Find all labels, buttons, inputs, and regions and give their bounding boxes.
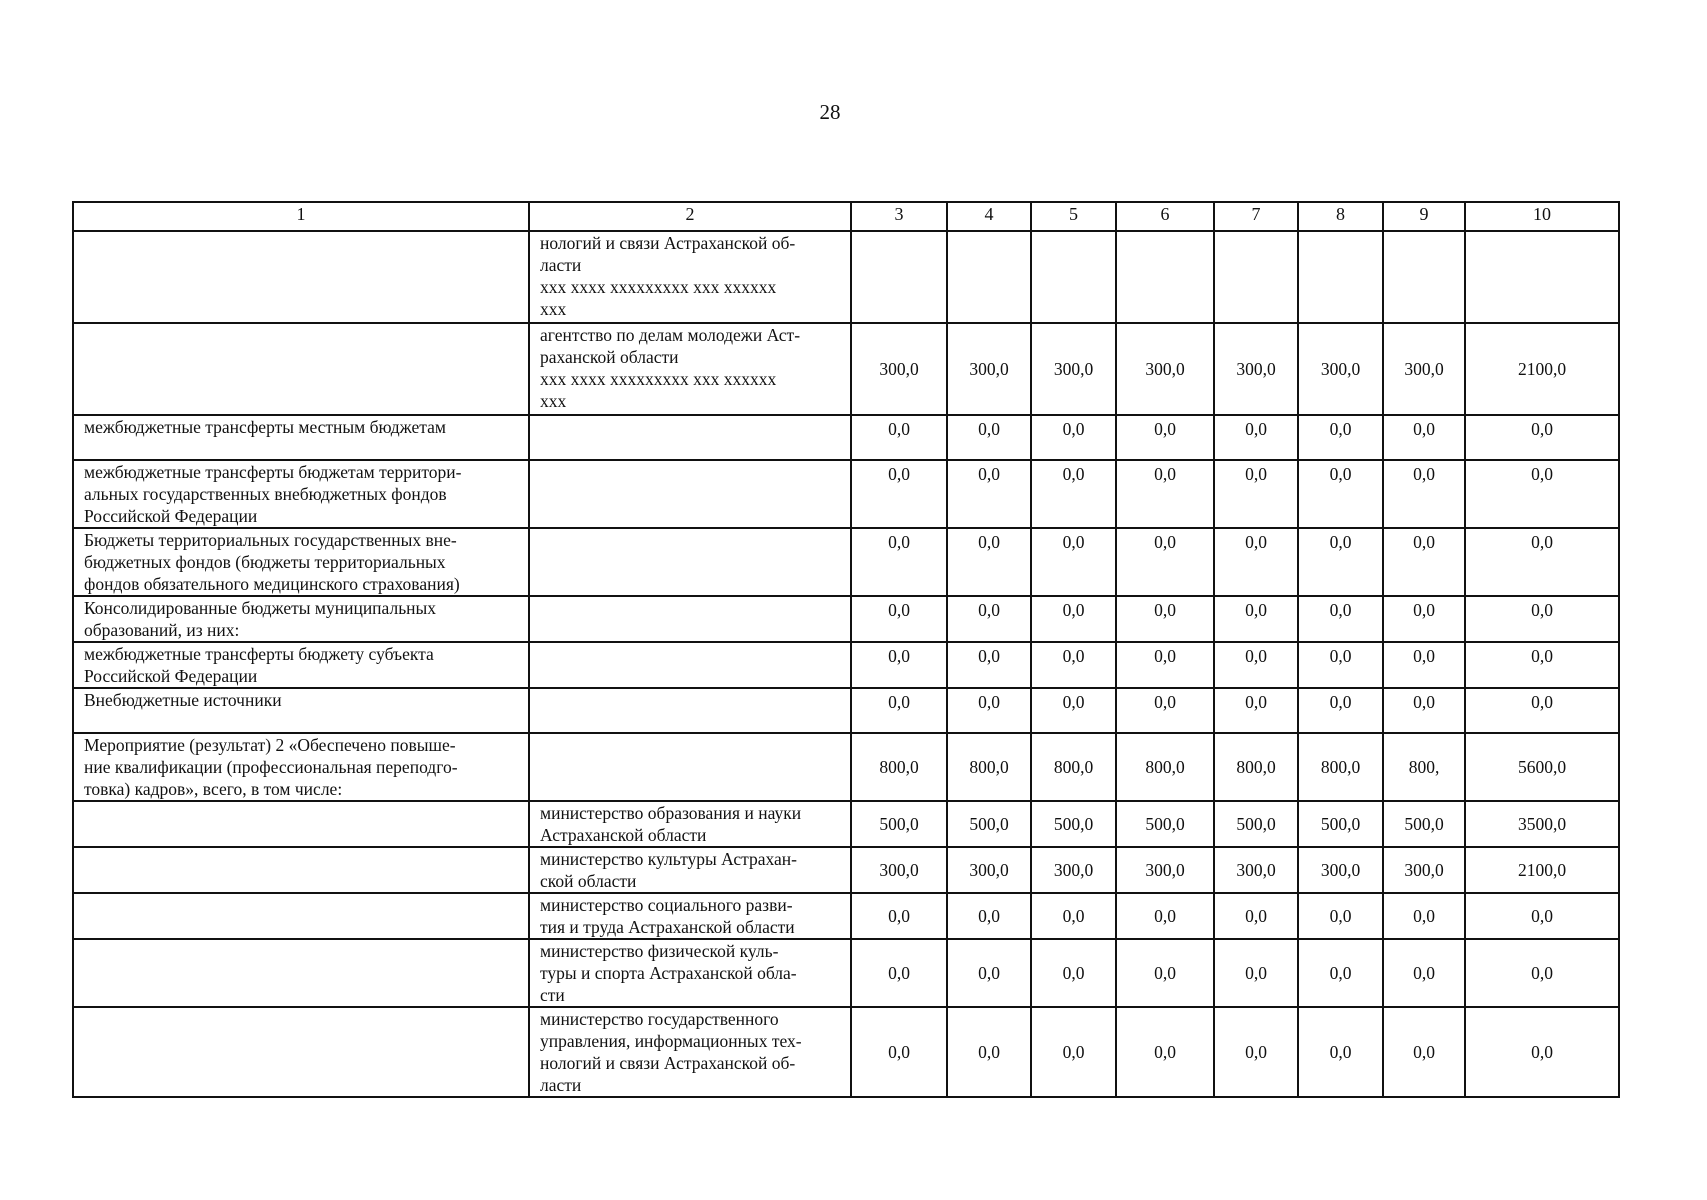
- value-cell: 300,0: [1031, 847, 1116, 893]
- value-cell: 0,0: [1116, 460, 1214, 528]
- row-name-cell: Мероприятие (результат) 2 «Обеспечено повыше- ние квалификации (профессиональная переподго- товка) кадров», всего, в том числе:: [73, 733, 529, 801]
- value-cell: 0,0: [1383, 415, 1465, 460]
- value-cell: 0,0: [947, 939, 1031, 1007]
- value-cell: 0,0: [947, 1007, 1031, 1097]
- table-row: [73, 642, 1619, 688]
- administrator-cell: [529, 733, 851, 801]
- administrator-cell: [529, 460, 851, 528]
- value-cell: [1383, 231, 1465, 323]
- value-cell: 0,0: [947, 688, 1031, 733]
- value-cell: [1214, 231, 1298, 323]
- value-cell: 0,0: [1298, 460, 1383, 528]
- administrator-cell: [529, 528, 851, 596]
- column-header: 5: [1031, 202, 1116, 231]
- value-cell: 0,0: [1031, 460, 1116, 528]
- column-header: 3: [851, 202, 947, 231]
- value-cell: 0,0: [1214, 460, 1298, 528]
- value-cell: 0,0: [1298, 1007, 1383, 1097]
- row-name-cell: Внебюджетные источники: [73, 688, 529, 733]
- value-cell: 500,0: [1031, 801, 1116, 847]
- column-header: 7: [1214, 202, 1298, 231]
- value-cell: 0,0: [1298, 596, 1383, 642]
- administrator-cell: министерство государственного управления, информационных тех- нологий и связи Астраханской об- ласти: [529, 1007, 851, 1097]
- value-cell: 0,0: [1465, 893, 1619, 939]
- value-cell: 0,0: [1465, 528, 1619, 596]
- row-name-cell: [73, 939, 529, 1007]
- value-cell: 0,0: [1465, 415, 1619, 460]
- value-cell: 300,0: [1116, 847, 1214, 893]
- value-cell: 0,0: [947, 528, 1031, 596]
- value-cell: 0,0: [1031, 939, 1116, 1007]
- value-cell: 0,0: [1298, 688, 1383, 733]
- administrator-cell: [529, 642, 851, 688]
- administrator-cell: министерство физической куль- туры и спорта Астраханской обла- сти: [529, 939, 851, 1007]
- value-cell: 0,0: [851, 1007, 947, 1097]
- value-cell: 0,0: [851, 688, 947, 733]
- value-cell: 500,0: [1214, 801, 1298, 847]
- value-cell: 2100,0: [1465, 323, 1619, 415]
- value-cell: 0,0: [1214, 596, 1298, 642]
- value-cell: 0,0: [1298, 939, 1383, 1007]
- value-cell: 800,0: [1214, 733, 1298, 801]
- column-header: 10: [1465, 202, 1619, 231]
- value-cell: 0,0: [851, 642, 947, 688]
- value-cell: 0,0: [1214, 688, 1298, 733]
- column-header: 4: [947, 202, 1031, 231]
- value-cell: 0,0: [1383, 460, 1465, 528]
- table-row: [73, 231, 1619, 323]
- administrator-cell: [529, 596, 851, 642]
- value-cell: 0,0: [1031, 528, 1116, 596]
- value-cell: 0,0: [1031, 596, 1116, 642]
- value-cell: 0,0: [1465, 596, 1619, 642]
- value-cell: 0,0: [947, 642, 1031, 688]
- page-number: 28: [819, 100, 841, 124]
- value-cell: 0,0: [1116, 1007, 1214, 1097]
- value-cell: 0,0: [1465, 1007, 1619, 1097]
- column-header: 1: [73, 202, 529, 231]
- value-cell: 0,0: [1031, 1007, 1116, 1097]
- table-row: [73, 596, 1619, 642]
- column-header: 6: [1116, 202, 1214, 231]
- table-row: [73, 528, 1619, 596]
- value-cell: 0,0: [1383, 596, 1465, 642]
- value-cell: 0,0: [1214, 939, 1298, 1007]
- value-cell: 0,0: [1298, 415, 1383, 460]
- value-cell: 300,0: [947, 323, 1031, 415]
- value-cell: 800,0: [1031, 733, 1116, 801]
- value-cell: 0,0: [1383, 528, 1465, 596]
- value-cell: 0,0: [947, 460, 1031, 528]
- value-cell: 300,0: [1383, 847, 1465, 893]
- column-header: 8: [1298, 202, 1383, 231]
- value-cell: 0,0: [1465, 460, 1619, 528]
- value-cell: 0,0: [851, 415, 947, 460]
- budget-table: [72, 201, 1620, 1098]
- table-row: [73, 688, 1619, 733]
- value-cell: 3500,0: [1465, 801, 1619, 847]
- value-cell: 0,0: [1465, 642, 1619, 688]
- value-cell: 0,0: [1298, 893, 1383, 939]
- column-numbers-row: [73, 202, 1619, 231]
- row-name-cell: межбюджетные трансферты бюджетам территори- альных государственных внебюджетных фондов Российской Федерации: [73, 460, 529, 528]
- value-cell: 0,0: [1383, 642, 1465, 688]
- administrator-cell: министерство социального разви- тия и труда Астраханской области: [529, 893, 851, 939]
- value-cell: 0,0: [851, 460, 947, 528]
- value-cell: 0,0: [1116, 893, 1214, 939]
- value-cell: 500,0: [1116, 801, 1214, 847]
- value-cell: 0,0: [851, 939, 947, 1007]
- table-row: [73, 801, 1619, 847]
- value-cell: [1031, 231, 1116, 323]
- value-cell: 0,0: [1214, 893, 1298, 939]
- value-cell: 0,0: [1298, 528, 1383, 596]
- row-name-cell: межбюджетные трансферты бюджету субъекта Российской Федерации: [73, 642, 529, 688]
- value-cell: 800,0: [1298, 733, 1383, 801]
- value-cell: [1116, 231, 1214, 323]
- table-row: [73, 1007, 1619, 1097]
- row-name-cell: [73, 231, 529, 323]
- value-cell: 0,0: [947, 415, 1031, 460]
- value-cell: 300,0: [851, 847, 947, 893]
- administrator-cell: нологий и связи Астраханской об- ласти ххх хххх ххххххххх ххх хххххх ххх: [529, 231, 851, 323]
- table-row: [73, 893, 1619, 939]
- value-cell: [851, 231, 947, 323]
- value-cell: 800,: [1383, 733, 1465, 801]
- value-cell: 800,0: [947, 733, 1031, 801]
- value-cell: 300,0: [1298, 323, 1383, 415]
- value-cell: 0,0: [1298, 642, 1383, 688]
- value-cell: 0,0: [851, 596, 947, 642]
- table-row: [73, 323, 1619, 415]
- row-name-cell: [73, 893, 529, 939]
- value-cell: [1298, 231, 1383, 323]
- table-row: [73, 847, 1619, 893]
- value-cell: 0,0: [1116, 642, 1214, 688]
- value-cell: 0,0: [1214, 415, 1298, 460]
- value-cell: 0,0: [1214, 1007, 1298, 1097]
- value-cell: 0,0: [1116, 528, 1214, 596]
- administrator-cell: [529, 415, 851, 460]
- value-cell: 0,0: [1383, 688, 1465, 733]
- row-name-cell: Бюджеты территориальных государственных вне- бюджетных фондов (бюджеты территориальных фондов обязательного медицинского страхования): [73, 528, 529, 596]
- value-cell: 0,0: [1465, 688, 1619, 733]
- value-cell: 0,0: [1116, 939, 1214, 1007]
- value-cell: 2100,0: [1465, 847, 1619, 893]
- column-header: 9: [1383, 202, 1465, 231]
- value-cell: 0,0: [1031, 893, 1116, 939]
- value-cell: 500,0: [851, 801, 947, 847]
- value-cell: 0,0: [1383, 939, 1465, 1007]
- table-row: [73, 460, 1619, 528]
- table-row: [73, 939, 1619, 1007]
- value-cell: 0,0: [947, 893, 1031, 939]
- value-cell: 800,0: [1116, 733, 1214, 801]
- value-cell: 0,0: [1465, 939, 1619, 1007]
- value-cell: 0,0: [1383, 1007, 1465, 1097]
- value-cell: 300,0: [851, 323, 947, 415]
- value-cell: 0,0: [1214, 528, 1298, 596]
- value-cell: 0,0: [1116, 596, 1214, 642]
- column-header: 2: [529, 202, 851, 231]
- value-cell: 300,0: [947, 847, 1031, 893]
- value-cell: 300,0: [1383, 323, 1465, 415]
- table-row: [73, 415, 1619, 460]
- value-cell: 0,0: [1383, 893, 1465, 939]
- value-cell: 0,0: [851, 893, 947, 939]
- value-cell: 0,0: [1031, 642, 1116, 688]
- value-cell: 800,0: [851, 733, 947, 801]
- row-name-cell: [73, 323, 529, 415]
- table-row: [73, 733, 1619, 801]
- value-cell: 0,0: [1031, 688, 1116, 733]
- row-name-cell: Консолидированные бюджеты муниципальных образований, из них:: [73, 596, 529, 642]
- value-cell: 500,0: [1383, 801, 1465, 847]
- administrator-cell: агентство по делам молодежи Аст- раханской области ххх хххх ххххххххх ххх хххххх ххх: [529, 323, 851, 415]
- row-name-cell: [73, 847, 529, 893]
- value-cell: 300,0: [1031, 323, 1116, 415]
- value-cell: [947, 231, 1031, 323]
- value-cell: 0,0: [851, 528, 947, 596]
- administrator-cell: [529, 688, 851, 733]
- administrator-cell: министерство культуры Астрахан- ской области: [529, 847, 851, 893]
- row-name-cell: [73, 801, 529, 847]
- value-cell: 0,0: [1116, 415, 1214, 460]
- value-cell: 5600,0: [1465, 733, 1619, 801]
- value-cell: [1465, 231, 1619, 323]
- value-cell: 0,0: [1116, 688, 1214, 733]
- row-name-cell: межбюджетные трансферты местным бюджетам: [73, 415, 529, 460]
- value-cell: 300,0: [1116, 323, 1214, 415]
- row-name-cell: [73, 1007, 529, 1097]
- value-cell: 300,0: [1298, 847, 1383, 893]
- value-cell: 500,0: [947, 801, 1031, 847]
- value-cell: 0,0: [1031, 415, 1116, 460]
- value-cell: 300,0: [1214, 323, 1298, 415]
- value-cell: 0,0: [947, 596, 1031, 642]
- value-cell: 0,0: [1214, 642, 1298, 688]
- value-cell: 500,0: [1298, 801, 1383, 847]
- administrator-cell: министерство образования и науки Астраханской области: [529, 801, 851, 847]
- value-cell: 300,0: [1214, 847, 1298, 893]
